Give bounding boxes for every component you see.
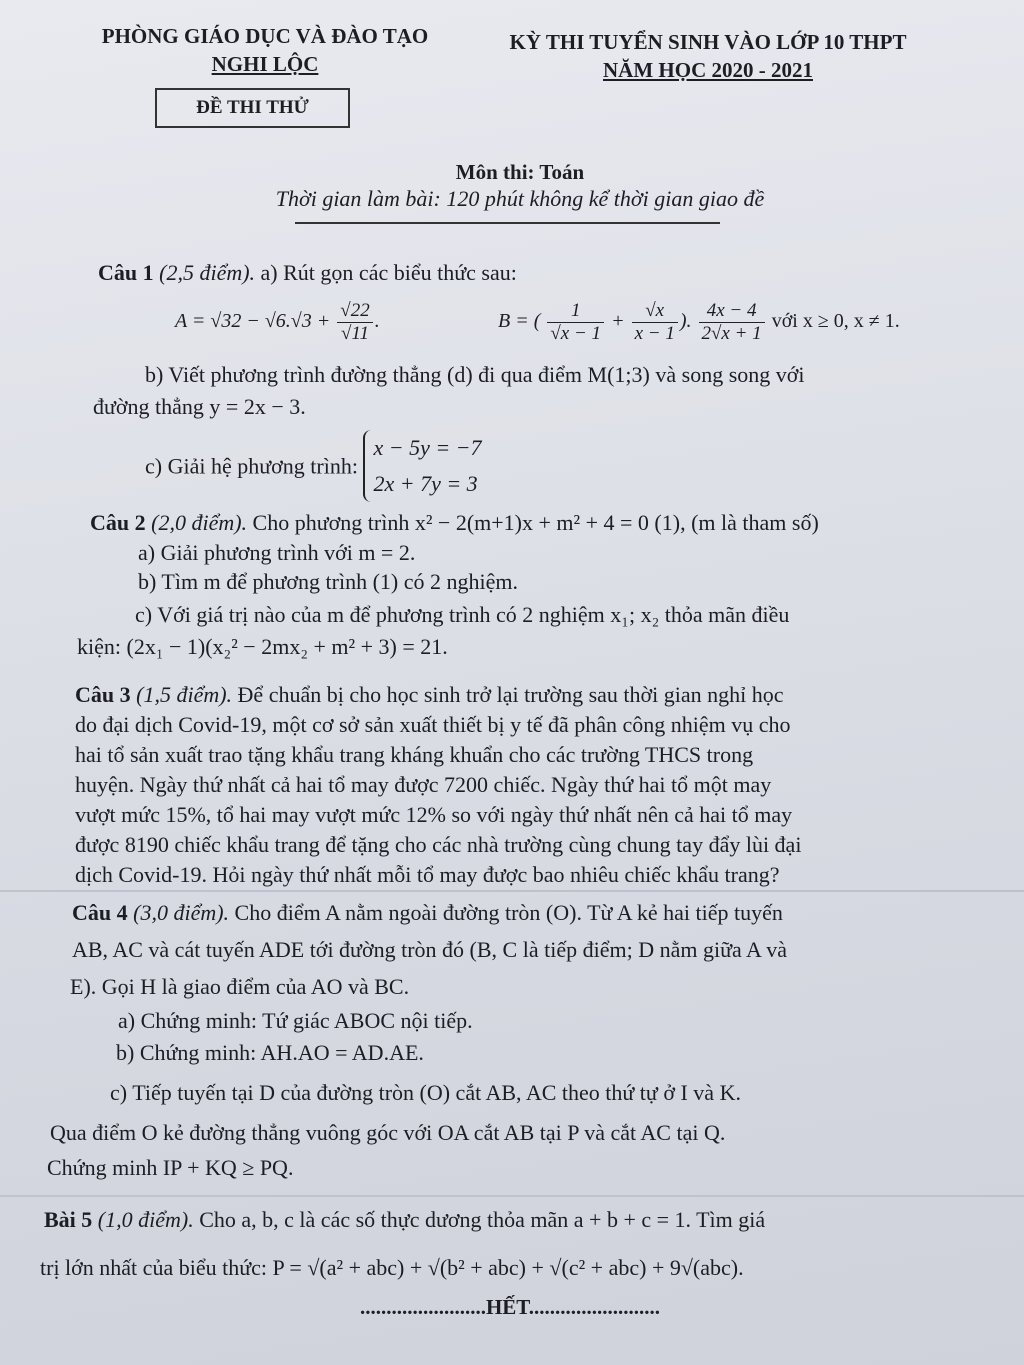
q1-c bbox=[145, 430, 482, 502]
paper-crease bbox=[0, 890, 1024, 892]
system-equation-2: 2x + 7y = 3 bbox=[373, 471, 478, 496]
equation-system bbox=[363, 430, 481, 502]
fraction-numerator: √22 bbox=[337, 300, 372, 323]
q2-text: Cho phương trình x² − 2(m+1)x + m² + 4 = 0 (1), (m là tham số) bbox=[252, 510, 819, 535]
expr-a-end: . bbox=[374, 310, 380, 333]
subject-title: Môn thi: Toán bbox=[455, 160, 585, 184]
fraction-numerator: √x bbox=[632, 300, 678, 323]
q4-c-line2: Qua điểm O kẻ đường thẳng vuông góc với OA cắt AB tại P và cắt AC tại Q. bbox=[50, 1120, 726, 1145]
q4-b: b) Chứng minh: AH.AO = AD.AE. bbox=[116, 1040, 424, 1065]
expr-b-plus: + bbox=[611, 310, 625, 333]
q1-expression-b bbox=[498, 300, 900, 345]
paper-crease bbox=[0, 1195, 1024, 1197]
q4-c-line3: Chứng minh IP + KQ ≥ PQ. bbox=[47, 1155, 294, 1180]
q1-title: Câu 1 bbox=[98, 260, 154, 285]
q2-title: Câu 2 bbox=[90, 510, 146, 535]
q3-text: Để chuẩn bị cho học sinh trở lại trường sau thời gian nghỉ học bbox=[237, 682, 784, 707]
end-marker: ........................HẾT......................... bbox=[359, 1295, 661, 1319]
q4-c-line1: c) Tiếp tuyến tại D của đường tròn (O) cắt AB, AC theo thứ tự ở I và K. bbox=[110, 1080, 741, 1105]
q3-line: dịch Covid-19. Hỏi ngày thứ nhất mỗi tổ may được bao nhiêu chiếc khẩu trang? bbox=[75, 862, 780, 887]
q1-b-line1: b) Viết phương trình đường thẳng (d) đi qua điểm M(1;3) và song song với bbox=[145, 362, 805, 387]
expr-b-fraction-2 bbox=[632, 300, 678, 345]
q4-points: (3,0 điểm). bbox=[133, 900, 230, 925]
q4-line2: AB, AC và cát tuyến ADE tới đường tròn đó (B, C là tiếp điểm; D nằm giữa A và bbox=[72, 937, 787, 962]
q5-points: (1,0 điểm). bbox=[97, 1207, 194, 1232]
q4-heading bbox=[72, 898, 952, 927]
q5-line1: Cho a, b, c là các số thực dương thỏa mãn a + b + c = 1. Tìm giá bbox=[199, 1207, 766, 1232]
q3-line: được 8190 chiếc khẩu trang để tặng cho các nhà trường cùng chung tay đẩy lùi đại bbox=[75, 832, 802, 857]
fraction-denominator: 2√x + 1 bbox=[701, 323, 762, 344]
expr-b-fraction-3 bbox=[699, 300, 765, 345]
q1-a-intro: a) Rút gọn các biểu thức sau: bbox=[260, 260, 517, 285]
q4-a: a) Chứng minh: Tứ giác ABOC nội tiếp. bbox=[118, 1008, 473, 1033]
expr-b-lhs: B = ( bbox=[498, 310, 541, 333]
issuer-district: NGHI LỘC bbox=[211, 52, 319, 76]
q2-points: (2,0 điểm). bbox=[151, 510, 248, 535]
q5-title: Bài 5 bbox=[44, 1207, 93, 1232]
q4-line3: E). Gọi H là giao điểm của AO và BC. bbox=[70, 974, 410, 999]
q3-points: (1,5 điểm). bbox=[136, 682, 233, 707]
q2-a: a) Giải phương trình với m = 2. bbox=[138, 540, 416, 565]
q3-line: do đại dịch Covid-19, một cơ sở sản xuất thiết bị y tế đã phân công nhiệm vụ cho bbox=[75, 712, 791, 737]
q3-line bbox=[75, 680, 955, 710]
expr-a-lhs: A = √32 − √6.√3 + bbox=[175, 310, 331, 333]
fraction-numerator: 1 bbox=[547, 300, 604, 323]
expr-b-condition: với x ≥ 0, x ≠ 1. bbox=[771, 310, 900, 333]
q1-heading bbox=[98, 258, 517, 287]
q1-points: (2,5 điểm). bbox=[159, 260, 256, 285]
issuer-name: PHÒNG GIÁO DỤC VÀ ĐÀO TẠO bbox=[101, 24, 429, 48]
q2-c-line1: c) Với giá trị nào của m để phương trình có 2 nghiệm x₁; x₂ thỏa mãn điều bbox=[135, 602, 790, 627]
q3-title: Câu 3 bbox=[75, 682, 131, 707]
q3-line: vượt mức 15%, tổ hai may vượt mức 12% so với ngày thứ nhất nên cả hai tổ may bbox=[75, 802, 793, 827]
exam-header bbox=[488, 28, 928, 84]
q3-line: huyện. Ngày thứ nhất cả hai tổ may được 7200 chiếc. Ngày thứ hai tổ một may bbox=[75, 772, 772, 797]
duration-underline bbox=[295, 222, 720, 224]
expr-b-fraction-1 bbox=[547, 300, 604, 345]
issuer-header bbox=[80, 22, 450, 78]
school-year: NĂM HỌC 2020 - 2021 bbox=[603, 58, 813, 82]
q2-b: b) Tìm m để phương trình (1) có 2 nghiệm. bbox=[138, 569, 518, 594]
exam-name: KỲ THI TUYỂN SINH VÀO LỚP 10 THPT bbox=[509, 30, 907, 54]
q1-expression-a bbox=[175, 300, 380, 345]
system-equation-1: x − 5y = −7 bbox=[373, 435, 482, 460]
q4-title: Câu 4 bbox=[72, 900, 128, 925]
fraction-denominator: x − 1 bbox=[634, 323, 675, 344]
fraction-numerator: 4x − 4 bbox=[699, 300, 765, 323]
fraction-denominator: √x − 1 bbox=[550, 323, 602, 344]
q5-line2: trị lớn nhất của biểu thức: P = √(a² + abc) + √(b² + abc) + √(c² + abc) + 9√(abc). bbox=[40, 1255, 744, 1280]
fraction-denominator: √11 bbox=[340, 323, 370, 344]
q4-line1: Cho điểm A nằm ngoài đường tròn (O). Từ A kẻ hai tiếp tuyến bbox=[234, 900, 783, 925]
q3-block bbox=[75, 680, 955, 890]
q3-line: hai tổ sản xuất trao tặng khẩu trang kháng khuẩn cho các trường THCS trong bbox=[75, 742, 754, 767]
expr-a-fraction bbox=[337, 300, 372, 345]
q1-b-line2: đường thẳng y = 2x − 3. bbox=[93, 394, 306, 419]
q2-c-line2: kiện: (2x₁ − 1)(x₂² − 2mx₂ + m² + 3) = 21. bbox=[77, 634, 448, 659]
exam-type-badge: ĐỀ THI THỬ bbox=[155, 88, 350, 128]
q5-heading bbox=[44, 1205, 964, 1234]
q2-heading bbox=[90, 508, 940, 537]
duration-text: Thời gian làm bài: 120 phút không kể thời gian giao đề bbox=[275, 186, 765, 211]
q1-c-intro: c) Giải hệ phương trình: bbox=[145, 453, 358, 479]
expr-b-close: ). bbox=[679, 310, 692, 333]
